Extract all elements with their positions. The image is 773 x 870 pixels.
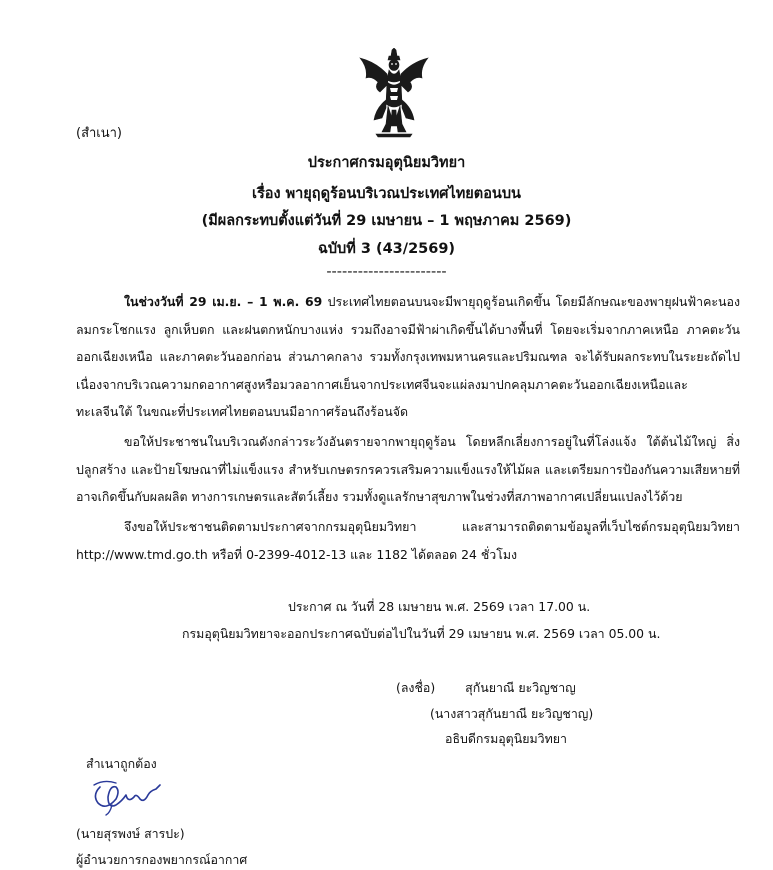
garuda-emblem-icon	[356, 48, 432, 138]
paragraph-contact: จึงขอให้ประชาชนติดตามประกาศจากกรมอุตุนิยมวิทยา และสามารถติดตามข้อมูลที่เว็บไซต์กรมอุตุนิยมวิทยา http://www.tmd.go.th หรือที่ 0-2399-4012-13 และ 1182 ได้ตลอด 24 ชั่วโมง	[76, 519, 740, 562]
certified-copy-label: สำเนาถูกต้อง	[86, 756, 157, 771]
forecast-period-lead: ในช่วงวันที่ 29 เม.ย. – 1 พ.ค. 69	[124, 294, 323, 309]
issued-datetime: ประกาศ ณ วันที่ 28 เมษายน พ.ศ. 2569 เวลา 17.00 น.	[288, 599, 591, 614]
signatory-full-name: (นางสาวสุกันยาณี ยะวิญชาญ)	[430, 706, 594, 721]
certifier-name: (นายสุรพงษ์ สารปะ)	[76, 826, 185, 841]
subject-heading: เรื่อง พายุฤดูร้อนบริเวณประเทศไทยตอนบน	[252, 186, 521, 202]
copy-tag: (สำเนา)	[76, 126, 123, 141]
forecast-text: ประเทศไทยตอนบนจะมีพายุฤดูร้อนเกิดขึ้น โดยมีลักษณะของพายุฝนฟ้าคะนอง ลมกระโชกแรง ลูกเห็บตก และฝนตกหนักบางแห่ง รวมถึงอาจมีฟ้าผ่าเกิดขึ้นได้บางพื้นที่ โดยจะเริ่มจากภาคเหนือ ภาคตะวันออกเฉียงเหนือ และภาคตะวันออกก่อน ส่วนภาคกลาง รวมทั้งกรุงเทพมหานครและปริมณฑล จะได้รับผลกระทบในระยะถัดไป เนื่องจากบริเวณความกดอากาศสูงหรือมวลอากาศเย็นจากประเทศจีนจะแผ่ลงมาปกคลุมภาคตะวันออกเฉียงเหนือและทะเลจีนใต้ ในขณะที่ประเทศไทยตอนบนมีอากาศร้อนถึงร้อนจัด	[76, 294, 740, 419]
signed-name: สุกันยาณี ยะวิญชาญ	[465, 680, 576, 695]
next-issue-notice: กรมอุตุนิยมวิทยาจะออกประกาศฉบับต่อไปในวันที่ 29 เมษายน พ.ศ. 2569 เวลา 05.00 น.	[182, 626, 661, 641]
signatory-title: อธิบดีกรมอุตุนิยมวิทยา	[445, 731, 567, 746]
separator-line: -----------------------	[326, 264, 447, 280]
paragraph-advice: ขอให้ประชาชนในบริเวณดังกล่าวระวังอันตรายจากพายุฤดูร้อน โดยหลีกเลี่ยงการอยู่ในที่โล่งแจ้ง ใต้ต้นไม้ใหญ่ สิ่งปลูกสร้าง และป้ายโฆษณาที่ไม่แข็งแรง สำหรับเกษตรกรควรเสริมความแข็งแรงให้ไม้ผล และเตรียมการป้องกันความเสียหายที่อาจเกิดขึ้นกับผลผลิต ทางการเกษตรและสัตว์เลี้ยง รวมทั้งดูแลรักษาสุขภาพในช่วงที่สภาพอากาศเปลี่ยนแปลงไว้ด้วย	[76, 434, 740, 504]
effective-period: (มีผลกระทบตั้งแต่วันที่ 29 เมษายน – 1 พฤษภาคม 2569)	[201, 213, 572, 229]
agency-heading: ประกาศกรมอุตุนิยมวิทยา	[307, 155, 466, 171]
issue-number: ฉบับที่ 3 (43/2569)	[317, 241, 456, 257]
signed-label: (ลงชื่อ)	[396, 680, 436, 695]
certifier-title: ผู้อำนวยการกองพยากรณ์อากาศ	[76, 852, 248, 867]
signature-line	[396, 679, 576, 698]
handwritten-signature-icon	[86, 775, 166, 817]
paragraph-forecast	[76, 288, 740, 426]
